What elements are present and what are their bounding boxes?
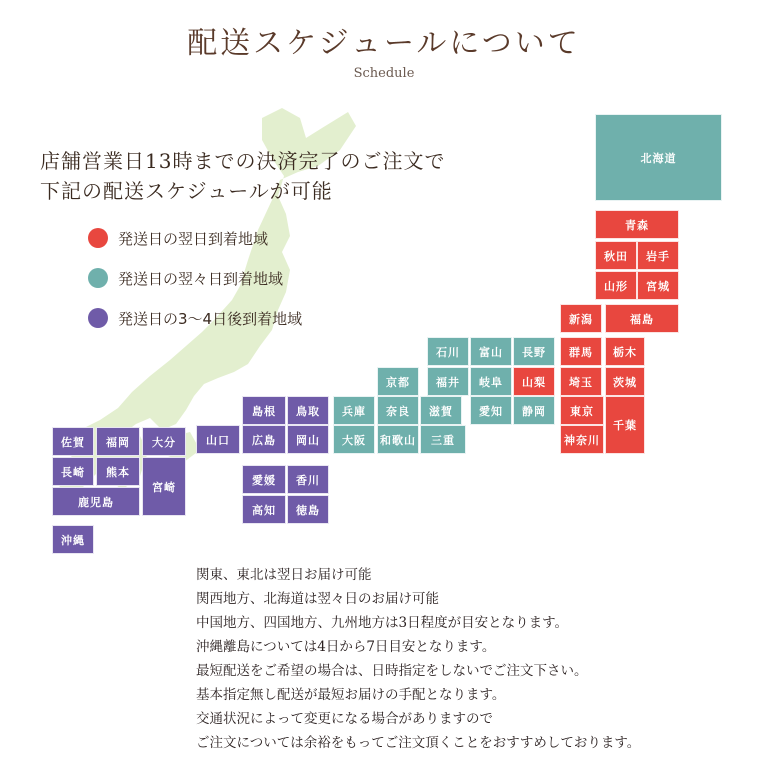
page-subtitle: Schedule (353, 66, 415, 81)
region-saga: 佐賀 (52, 427, 94, 456)
note-line: 沖縄離島については4日から7日目安となります。 (196, 639, 496, 655)
region-okinawa: 沖縄 (52, 525, 94, 554)
region-kyoto: 京都 (377, 367, 419, 396)
page-title: 配送スケジュールについて (187, 26, 581, 61)
region-tokushima: 徳島 (287, 495, 329, 524)
region-aomori: 青森 (595, 210, 679, 239)
region-kanagawa: 神奈川 (560, 425, 604, 454)
region-tochigi: 栃木 (605, 337, 645, 366)
region-tokyo: 東京 (560, 396, 604, 425)
region-saitama: 埼玉 (560, 367, 602, 396)
region-hiroshima: 広島 (242, 425, 286, 454)
region-kagoshima: 鹿児島 (52, 487, 140, 516)
region-gifu: 岐阜 (470, 367, 512, 396)
region-akita: 秋田 (595, 241, 637, 270)
region-chiba: 千葉 (605, 396, 645, 454)
region-oita: 大分 (142, 427, 186, 456)
note-line: 交通状況によって変更になる場合がありますので (196, 711, 493, 727)
region-tottori: 鳥取 (287, 396, 329, 425)
note-line: 最短配送をご希望の場合は、日時指定をしないでご注文下さい。 (196, 663, 588, 679)
legend-label: 発送日の3〜4日後到着地域 (118, 309, 303, 328)
region-ehime: 愛媛 (242, 465, 286, 494)
region-nagasaki: 長崎 (52, 457, 94, 486)
intro-line-1: 店舗営業日13時までの決済完了のご注文で (40, 149, 446, 173)
region-kochi: 高知 (242, 495, 286, 524)
region-fukushima: 福島 (605, 304, 679, 333)
region-fukui: 福井 (427, 367, 469, 396)
region-nagano: 長野 (513, 337, 555, 366)
region-aichi: 愛知 (470, 396, 512, 425)
region-yamanashi: 山梨 (513, 367, 555, 396)
region-hyogo: 兵庫 (333, 396, 375, 425)
region-miyagi: 宮城 (637, 271, 679, 300)
region-ibaraki: 茨城 (605, 367, 645, 396)
region-yamagata: 山形 (595, 271, 637, 300)
legend-label: 発送日の翌日到着地域 (118, 229, 269, 248)
note-line: ご注文については余裕をもってご注文頂くことをおすすめしております。 (196, 735, 641, 751)
delivery-notes (196, 563, 640, 755)
region-wakayama: 和歌山 (377, 425, 419, 454)
region-kagawa: 香川 (287, 465, 329, 494)
region-shizuoka: 静岡 (513, 396, 555, 425)
note-line: 関東、東北は翌日お届け可能 (196, 567, 372, 583)
region-shimane: 島根 (242, 396, 286, 425)
region-yamaguchi: 山口 (196, 425, 240, 454)
intro-line-2: 下記の配送スケジュールが可能 (40, 179, 333, 203)
region-shiga: 滋賀 (420, 396, 462, 425)
region-nara: 奈良 (377, 396, 419, 425)
legend-label: 発送日の翌々日到着地域 (118, 269, 284, 288)
region-osaka: 大阪 (333, 425, 375, 454)
region-iwate: 岩手 (637, 241, 679, 270)
region-okayama: 岡山 (287, 425, 329, 454)
region-kumamoto: 熊本 (96, 457, 140, 486)
region-niigata: 新潟 (560, 304, 602, 333)
region-hokkaido: 北海道 (595, 114, 722, 201)
region-fukuoka: 福岡 (96, 427, 140, 456)
region-mie: 三重 (420, 425, 466, 454)
region-toyama: 富山 (470, 337, 512, 366)
note-line: 基本指定無し配送が最短お届けの手配となります。 (196, 687, 506, 703)
region-miyazaki: 宮崎 (142, 457, 186, 516)
note-line: 中国地方、四国地方、九州地方は3日程度が目安となります。 (196, 615, 569, 631)
region-ishikawa: 石川 (427, 337, 469, 366)
note-line: 関西地方、北海道は翌々日のお届け可能 (196, 591, 439, 607)
region-gunma: 群馬 (560, 337, 602, 366)
